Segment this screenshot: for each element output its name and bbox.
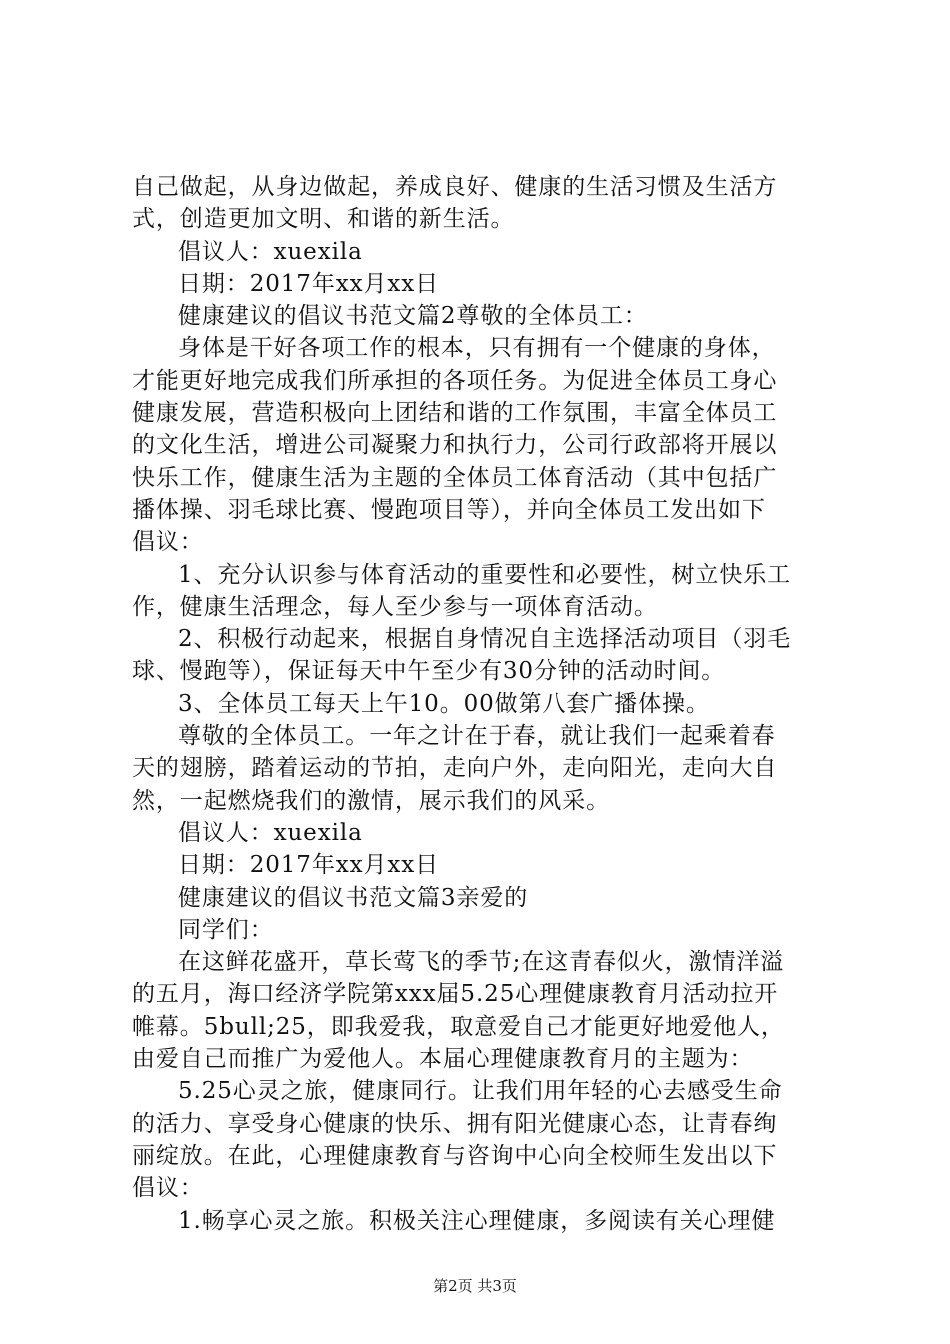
text-line: 健康发展，营造积极向上团结和谐的工作氛围，丰富全体员工 <box>132 400 778 427</box>
text-line: 健康建议的倡议书范文篇3亲爱的 <box>178 884 529 911</box>
document-body <box>132 171 832 1237</box>
text-line: 球、慢跑等），保证每天中午至少有30分钟的活动时间。 <box>132 658 726 685</box>
text-line: 式，创造更加文明、和谐的新生活。 <box>132 206 515 233</box>
text-line: 日期：2017年xx月xx日 <box>178 852 440 879</box>
text-line: 才能更好地完成我们所承担的各项任务。为促进全体员工身心 <box>132 367 778 394</box>
text-line: 作，健康生活理念，每人至少参与一项体育活动。 <box>132 593 658 620</box>
text-line: 倡议人：xuexila <box>178 819 363 846</box>
text-line: 在这鲜花盛开，草长莺飞的季节;在这青春似火，激情洋溢 <box>178 949 785 976</box>
text-line: 丽绽放。在此，心理健康教育与咨询中心向全校师生发出以下 <box>132 1142 778 1169</box>
text-line: 健康建议的倡议书范文篇2尊敬的全体员工： <box>178 303 648 330</box>
text-line: 快乐工作，健康生活为主题的全体员工体育活动（其中包括广 <box>132 464 778 491</box>
text-line: 天的翅膀，踏着运动的节拍，走向户外，走向阳光，走向大自 <box>132 755 778 782</box>
text-line: 倡议人：xuexila <box>178 238 363 265</box>
text-line: 尊敬的全体员工。一年之计在于春，就让我们一起乘着春 <box>178 723 776 750</box>
text-line: 的活力、享受身心健康的快乐、拥有阳光健康心态，让青春绚 <box>132 1110 778 1137</box>
text-line: 的文化生活，增进公司凝聚力和执行力，公司行政部将开展以 <box>132 432 778 459</box>
page-footer: 第2页 共3页 <box>433 1277 517 1295</box>
text-line: 同学们： <box>178 916 274 943</box>
text-line: 帷幕。5bull;25，即我爱我，取意爱自己才能更好地爱他人， <box>132 1013 785 1040</box>
text-line: 身体是干好各项工作的根本，只有拥有一个健康的身体， <box>178 335 776 362</box>
text-line: 2、积极行动起来，根据自身情况自主选择活动项目（羽毛 <box>178 626 792 653</box>
text-line: 自己做起，从身边做起，养成良好、健康的生活习惯及生活方 <box>132 174 778 200</box>
text-line: 的五月，海口经济学院第xxx届5.25心理健康教育月活动拉开 <box>132 981 779 1008</box>
text-line: 1、充分认识参与体育活动的重要性和必要性，树立快乐工 <box>178 561 792 588</box>
text-line: 倡议： <box>132 529 204 556</box>
text-line: 3、全体员工每天上午10。00做第八套广播体操。 <box>178 690 710 717</box>
text-line: 然，一起燃烧我们的激情，展示我们的风采。 <box>132 787 610 814</box>
text-line: 5.25心灵之旅，健康同行。让我们用年轻的心去感受生命 <box>178 1078 783 1105</box>
text-line: 1.畅享心灵之旅。积极关注心理健康，多阅读有关心理健 <box>178 1207 776 1234</box>
text-line: 播体操、羽毛球比赛、慢跑项目等），并向全体员工发出如下 <box>132 496 766 523</box>
text-line: 由爱自己而推广为爱他人。本届心理健康教育月的主题为： <box>132 1046 754 1073</box>
text-line: 倡议： <box>132 1175 204 1202</box>
text-line: 日期：2017年xx月xx日 <box>178 270 440 297</box>
